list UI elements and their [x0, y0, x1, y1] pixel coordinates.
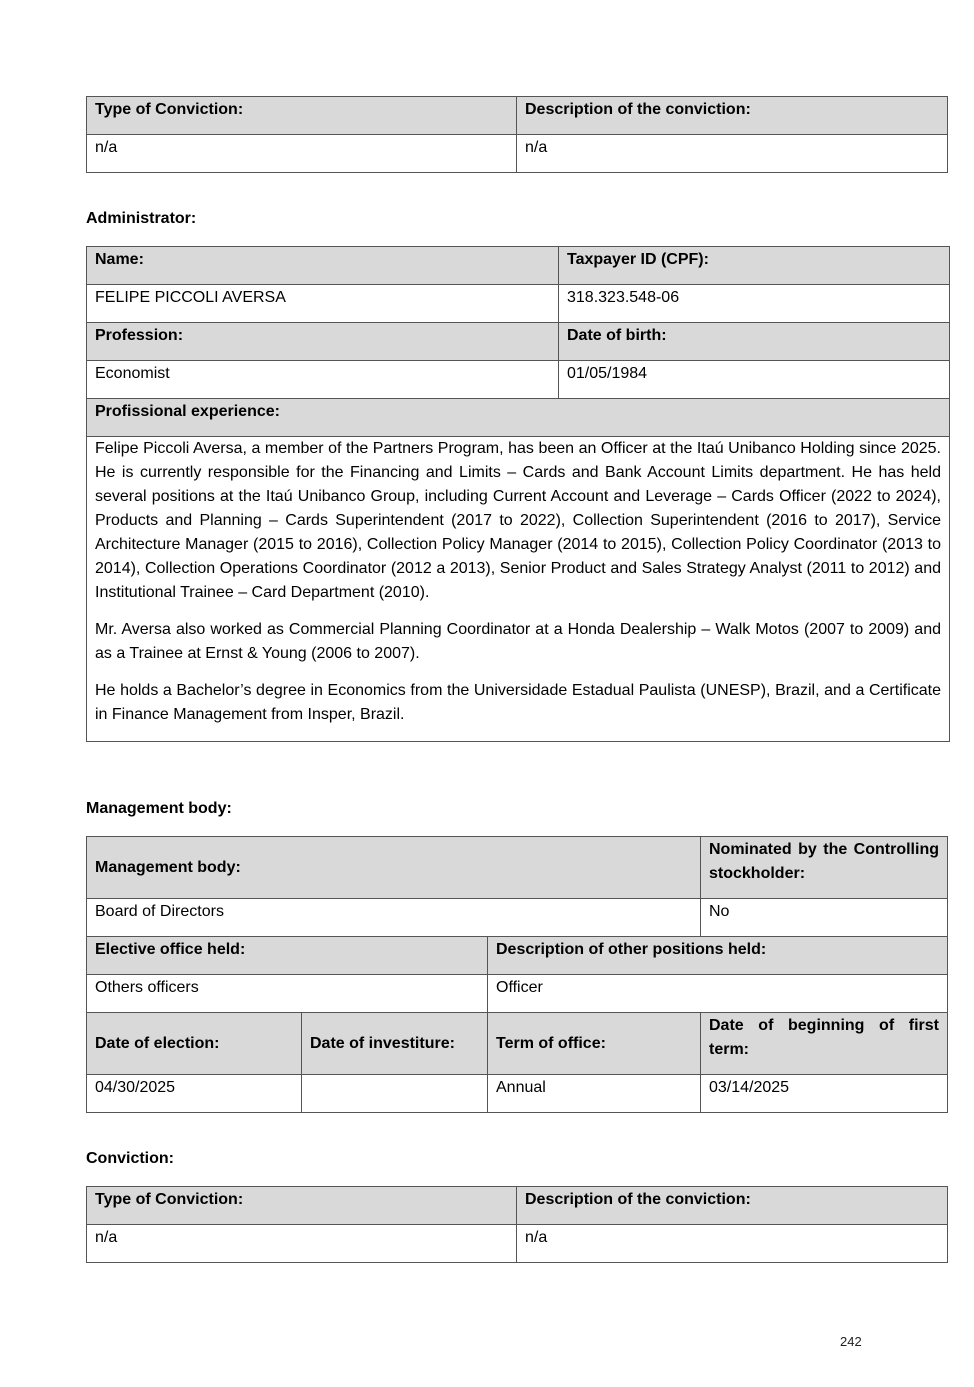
elective-office-header: Elective office held: [87, 937, 488, 975]
term-of-office-value: Annual [488, 1075, 701, 1113]
conviction-section-title: Conviction: [86, 1150, 174, 1167]
page-number: 242 [840, 1334, 862, 1349]
conviction-description-header: Description of the conviction: [517, 97, 948, 135]
conviction-type-header: Type of Conviction: [87, 1187, 517, 1225]
conviction-type-value: n/a [87, 135, 517, 173]
conviction-table-top [86, 96, 948, 173]
nominated-header: Nominated by the Controlling stockholder: [701, 837, 948, 899]
elective-office-value: Others officers [87, 975, 488, 1013]
conviction-type-header: Type of Conviction: [87, 97, 517, 135]
experience-text [87, 437, 950, 742]
date-of-birth-header: Date of birth: [559, 323, 950, 361]
profession-header: Profession: [87, 323, 559, 361]
other-positions-header: Description of other positions held: [488, 937, 948, 975]
conviction-description-value: n/a [517, 135, 948, 173]
management-section-title: Management body: [86, 800, 232, 817]
name-header: Name: [87, 247, 559, 285]
management-body-header: Management body: [87, 837, 701, 899]
management-table [86, 836, 948, 1113]
term-of-office-header: Term of office: [488, 1013, 701, 1075]
administrator-section-title: Administrator: [86, 210, 197, 227]
nominated-value: No [701, 899, 948, 937]
experience-paragraph: Felipe Piccoli Aversa, a member of the Partners Program, has been an Officer at the Itaú Unibanco Holding since 2025. He is currently responsible for the Financing and Limits – Cards and Bank Account Limits department. He has held several positions at the Itaú Unibanco Group, including Current Account and Leverage – Cards Officer (2022 to 2024), Products and Planning – Cards Superintendent (2017 to 2022), Collection Superintendent (2016 to 2017), Service Architecture Manager (2015 to 2016), Collection Policy Manager (2014 to 2015), Collection Policy Coordinator (2013 to 2014), Collection Operations Coordinator (2012 a 2013), Senior Product and Sales Strategy Analyst (2011 to 2012) and Institutional Trainee – Card Department (2010). [95, 440, 941, 601]
election-date-header: Date of election: [87, 1013, 302, 1075]
management-body-value: Board of Directors [87, 899, 701, 937]
other-positions-value: Officer [488, 975, 948, 1013]
experience-paragraph: He holds a Bachelor’s degree in Economics from the Universidade Estadual Paulista (UNESP), Brazil, and a Certificate in Finance Management from Insper, Brazil. [95, 682, 941, 723]
cpf-header: Taxpayer ID (CPF): [559, 247, 950, 285]
experience-header: Profissional experience: [87, 399, 950, 437]
profession-value: Economist [87, 361, 559, 399]
name-value: FELIPE PICCOLI AVERSA [87, 285, 559, 323]
first-term-date-header: Date of beginning of first term: [701, 1013, 948, 1075]
conviction-description-value: n/a [517, 1225, 948, 1263]
conviction-type-value: n/a [87, 1225, 517, 1263]
cpf-value: 318.323.548-06 [559, 285, 950, 323]
election-date-value: 04/30/2025 [87, 1075, 302, 1113]
conviction-description-header: Description of the conviction: [517, 1187, 948, 1225]
administrator-table [86, 246, 950, 742]
experience-paragraph: Mr. Aversa also worked as Commercial Planning Coordinator at a Honda Dealership – Walk Motos (2007 to 2009) and as a Trainee at Ernst & Young (2006 to 2007). [95, 621, 941, 662]
date-of-birth-value: 01/05/1984 [559, 361, 950, 399]
investiture-date-value [302, 1075, 488, 1113]
conviction-table-bottom [86, 1186, 948, 1263]
investiture-date-header: Date of investiture: [302, 1013, 488, 1075]
first-term-date-value: 03/14/2025 [701, 1075, 948, 1113]
